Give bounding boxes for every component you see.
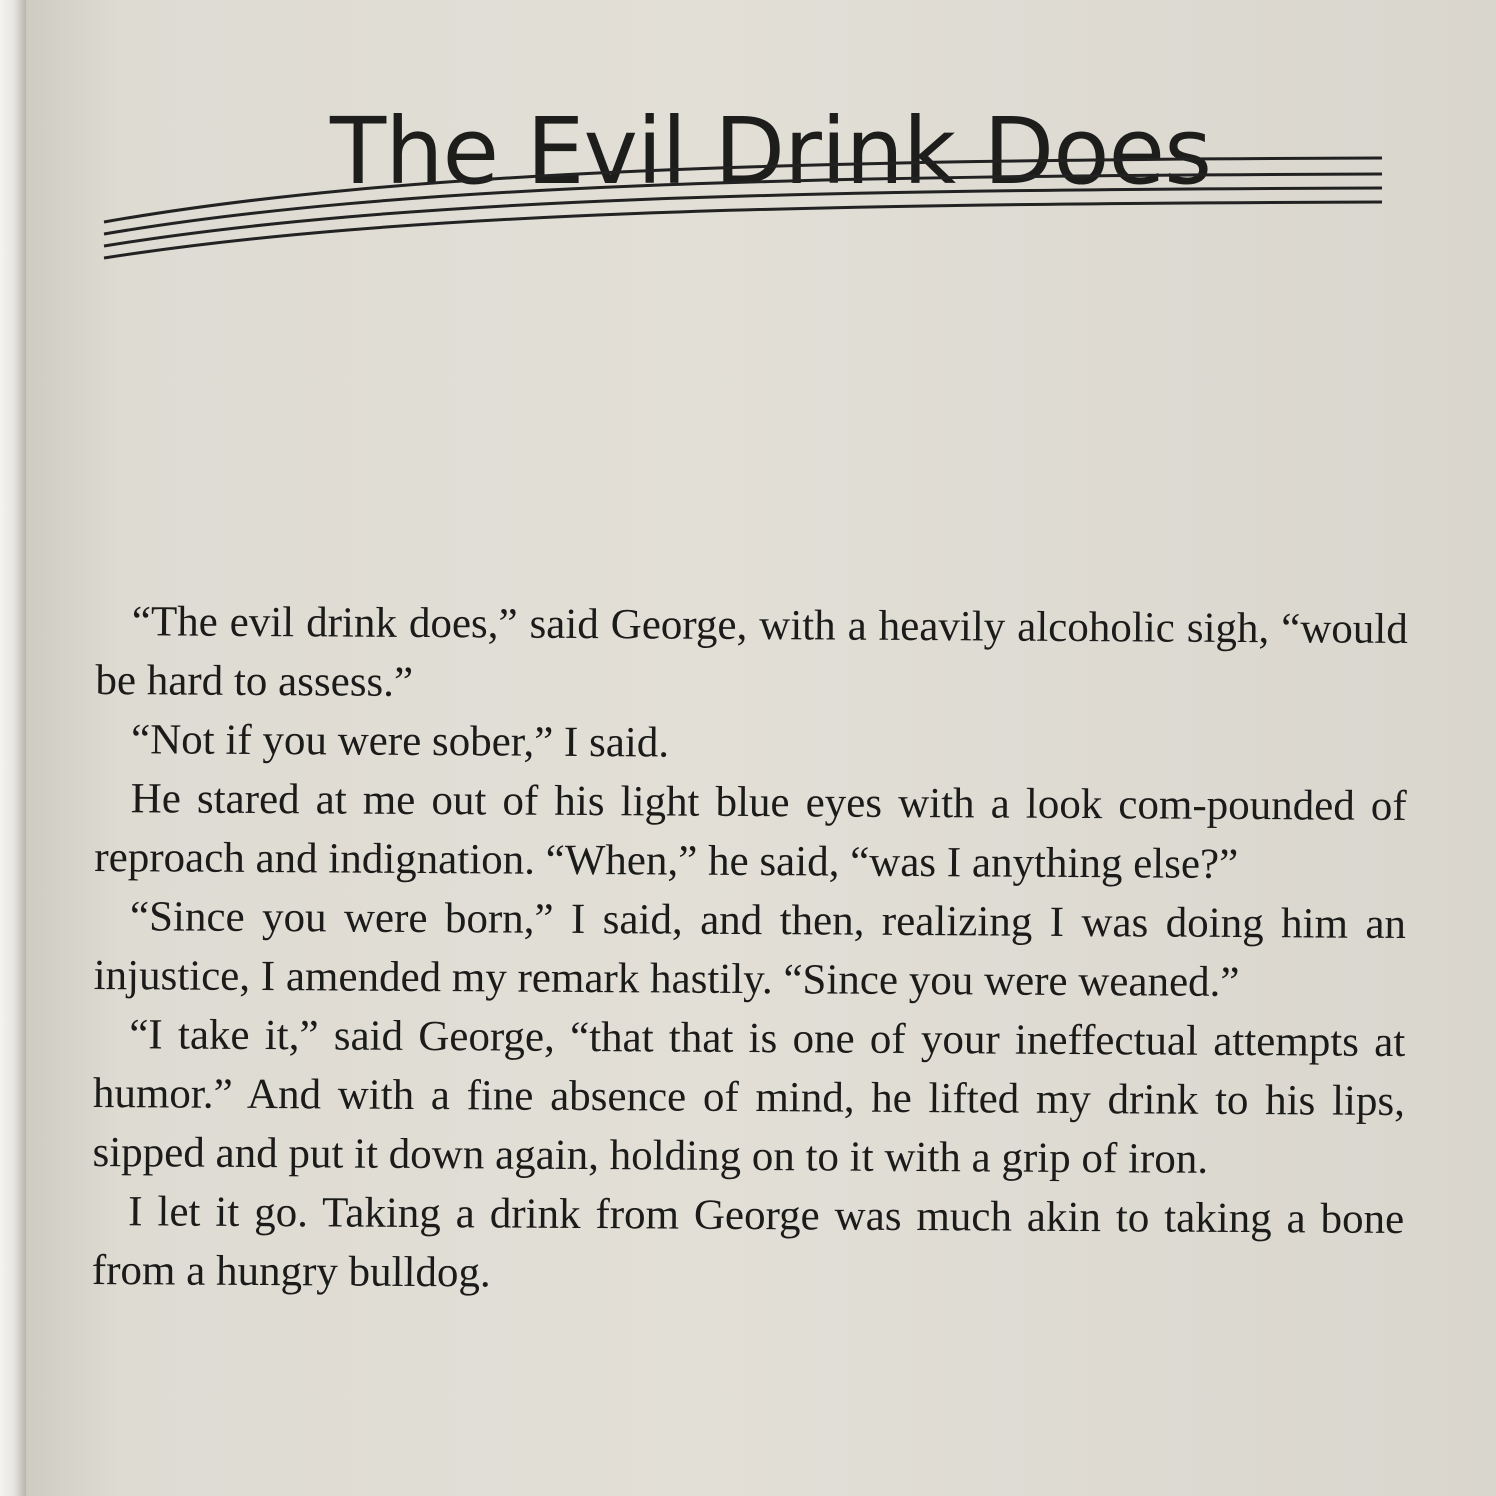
title-decorative-rules: [100, 150, 1390, 270]
chapter-title: The Evil Drink Does: [330, 97, 1212, 205]
paragraph: “The evil drink does,” said George, with a heavily alcoholic sigh, “would be hard to assess.”: [95, 598, 1408, 706]
book-spine-edge: [0, 0, 26, 1496]
paragraph: “Not if you were sober,” I said.: [130, 716, 670, 767]
decorative-rule-line: [104, 202, 1382, 258]
paragraph: “Since you were born,” I said, and then, realizing I was doing him an injustice, I amended my remark hastily. “Since you were weaned.”: [93, 893, 1407, 1006]
paragraph: He stared at me out of his light blue eyes with a look com-pounded of reproach and indignation. “When,” he said, “was I anything else?”: [94, 775, 1407, 888]
paragraph: “I take it,” said George, “that that is one of your ineffectual attempts at humor.” And with a fine absence of mind, he lifted my drink to his lips, sipped and put it down again, holding on to it with a grip of iron.: [92, 1011, 1406, 1183]
paragraph: I let it go. Taking a drink from George was much akin to taking a bone from a hungry bulldog.: [91, 1188, 1405, 1297]
chapter-body-text: [92, 592, 1408, 1308]
